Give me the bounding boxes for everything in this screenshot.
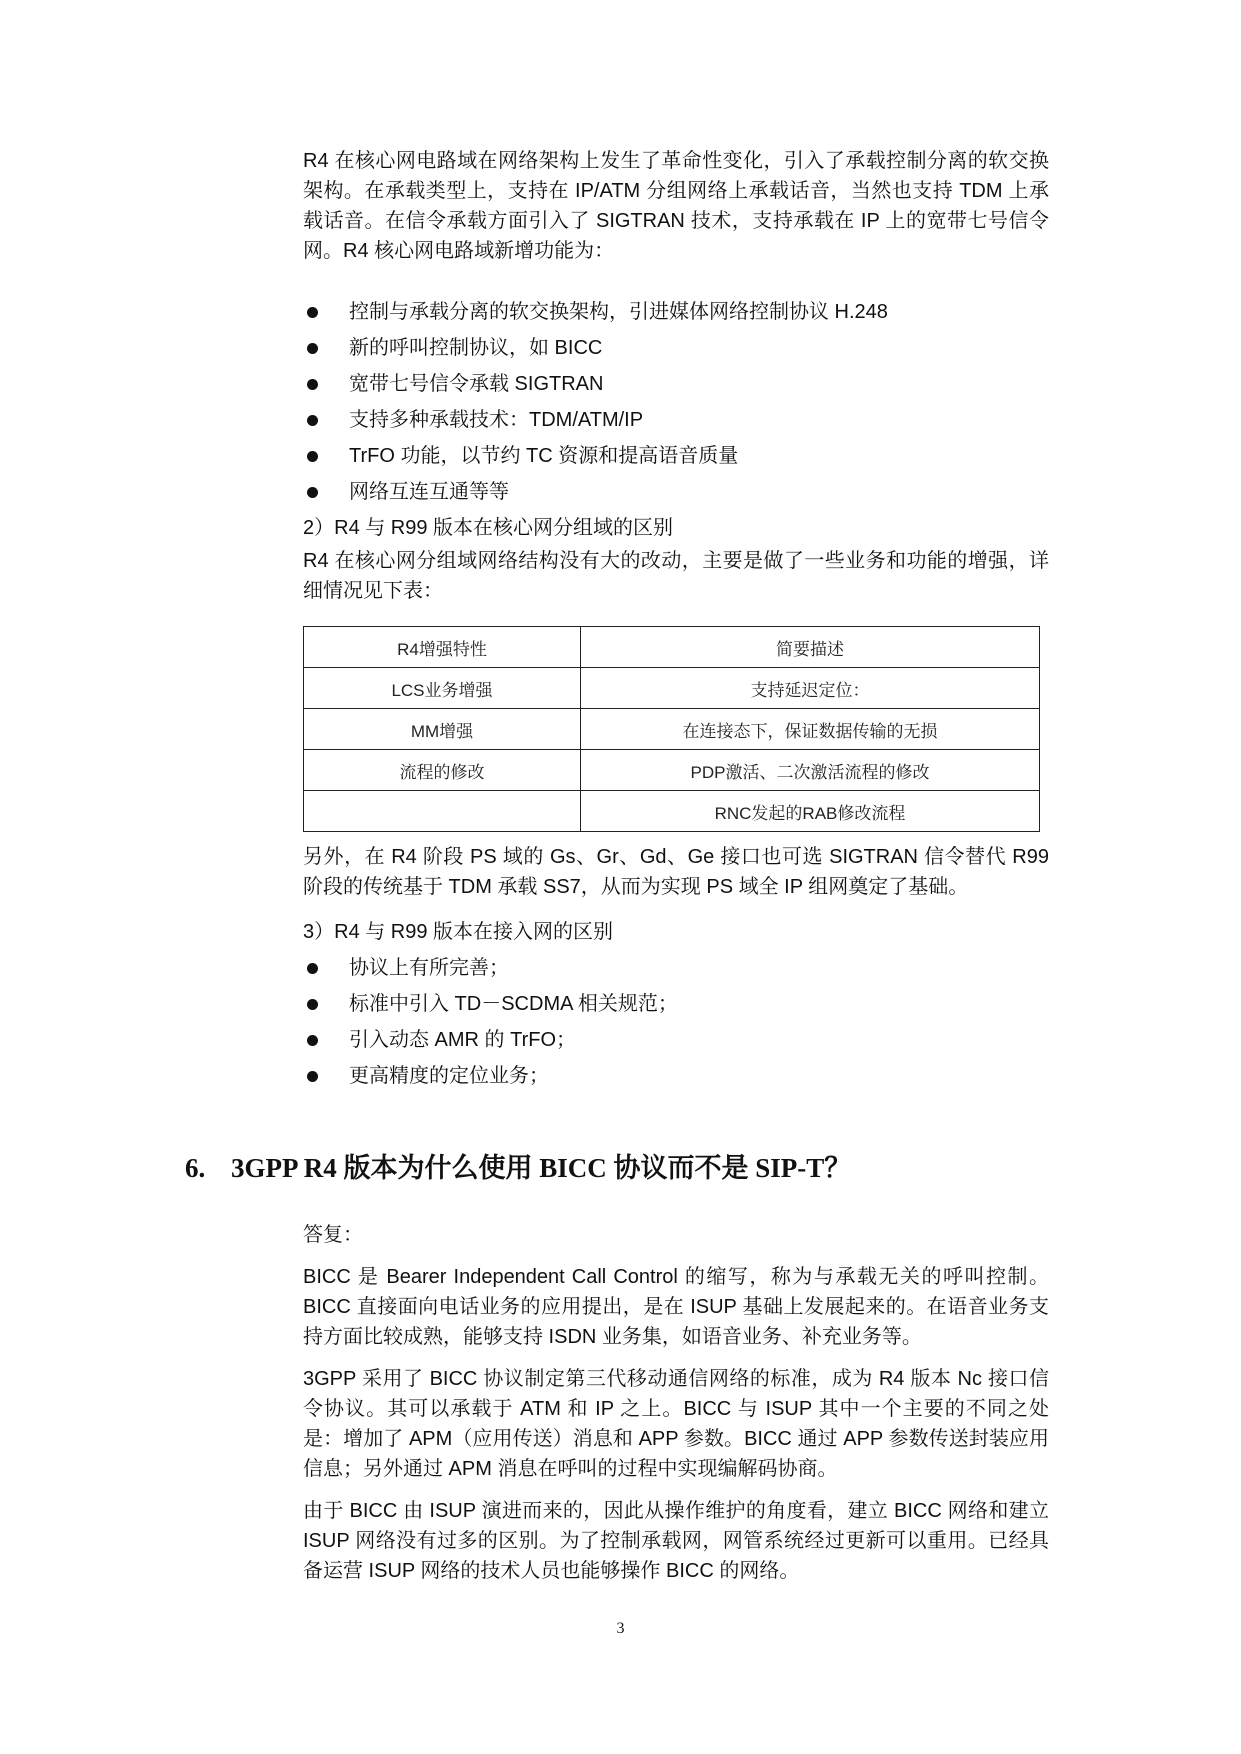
section-heading xyxy=(185,1146,851,1185)
ps-paragraph: R4 在核心网分组域网络结构没有大的改动，主要是做了一些业务和功能的增强，详细情况见下表： xyxy=(303,550,1049,602)
bullet-icon xyxy=(307,963,318,974)
bullet-icon xyxy=(307,415,318,426)
table-cell xyxy=(304,791,581,832)
subsection-2-heading: 2）R4 与 R99 版本在核心网分组域的区别 xyxy=(303,517,674,539)
list-item: 宽带七号信令承载 SIGTRAN xyxy=(303,366,1049,402)
table-cell: MM增强 xyxy=(304,709,581,750)
list-item: 控制与承载分离的软交换架构，引进媒体网络控制协议 H.248 xyxy=(303,294,1049,330)
list-item: 网络互连互通等等 xyxy=(303,474,1049,510)
ran-feature-list xyxy=(303,950,1049,1094)
table-header-cell: R4增强特性 xyxy=(304,627,581,668)
table-cell: 流程的修改 xyxy=(304,750,581,791)
bullet-icon xyxy=(307,307,318,318)
table-cell: PDP激活、二次激活流程的修改 xyxy=(581,750,1040,791)
list-item: 协议上有所完善； xyxy=(303,950,1049,986)
table-row xyxy=(304,709,1040,750)
table-cell: 支持延迟定位： xyxy=(581,668,1040,709)
list-item: 支持多种承载技术：TDM/ATM/IP xyxy=(303,402,1049,438)
list-item: 更高精度的定位业务； xyxy=(303,1058,1049,1094)
table-cell: LCS业务增强 xyxy=(304,668,581,709)
table-cell: 在连接态下，保证数据传输的无损 xyxy=(581,709,1040,750)
answer-paragraph: BICC 是 Bearer Independent Call Control 的缩写，称为与承载无关的呼叫控制。BICC 直接面向电话业务的应用提出，是在 ISUP 基础上发展起来的。在语音业务支持方面比较成熟，能够支持 ISDN 业务集，如语音业务、补充业务等。 xyxy=(303,1266,1049,1348)
intro-paragraph: R4 在核心网电路域在网络架构上发生了革命性变化，引入了承载控制分离的软交换架构。在承载类型上，支持在 IP/ATM 分组网络上承载话音，当然也支持 TDM 上承载话音。在信令承载方面引入了 SIGTRAN 技术，支持承载在 IP 上的宽带七号信令网。R4 核心网电路域新增功能为： xyxy=(303,150,1049,262)
section-number: 6. xyxy=(185,1153,206,1183)
answer-paragraph: 由于 BICC 由 ISUP 演进而来的，因此从操作维护的角度看，建立 BICC 网络和建立 ISUP 网络没有过多的区别。为了控制承载网，网管系统经过更新可以重用。已经具备运营 ISUP 网络的技术人员也能够操作 BICC 的网络。 xyxy=(303,1500,1049,1582)
table-row xyxy=(304,750,1040,791)
answer-label: 答复： xyxy=(303,1224,363,1246)
bullet-icon xyxy=(307,343,318,354)
table-row xyxy=(304,791,1040,832)
answer-paragraph: 3GPP 采用了 BICC 协议制定第三代移动通信网络的标准，成为 R4 版本 Nc 接口信令协议。其可以承载于 ATM 和 IP 之上。BICC 与 ISUP 其中一个主要的不同之处是：增加了 APM（应用传送）消息和 APP 参数。BICC 通过 APP 参数传送封装应用信息；另外通过 APM 消息在呼叫的过程中实现编解码协商。 xyxy=(303,1368,1049,1480)
bullet-icon xyxy=(307,1071,318,1082)
bullet-icon xyxy=(307,999,318,1010)
table-cell: RNC发起的RAB修改流程 xyxy=(581,791,1040,832)
r4-feature-table xyxy=(303,626,1040,832)
list-item: 引入动态 AMR 的 TrFO； xyxy=(303,1022,1049,1058)
ps-after-table-paragraph: 另外，在 R4 阶段 PS 域的 Gs、Gr、Gd、Ge 接口也可选 SIGTRAN 信令替代 R99 阶段的传统基于 TDM 承载 SS7，从而为实现 PS 域全 IP 组网奠定了基础。 xyxy=(303,846,1049,898)
upper-content xyxy=(303,146,1049,1094)
bullet-icon xyxy=(307,487,318,498)
cs-feature-list xyxy=(303,294,1049,510)
list-item: TrFO 功能，以节约 TC 资源和提高语音质量 xyxy=(303,438,1049,474)
table-row xyxy=(304,668,1040,709)
list-item: 新的呼叫控制协议，如 BICC xyxy=(303,330,1049,366)
list-item: 标准中引入 TD－SCDMA 相关规范； xyxy=(303,986,1049,1022)
bullet-icon xyxy=(307,451,318,462)
bullet-icon xyxy=(307,379,318,390)
table-header-row xyxy=(304,627,1040,668)
bullet-icon xyxy=(307,1035,318,1046)
table-header-cell: 简要描述 xyxy=(581,627,1040,668)
page-number: 3 xyxy=(616,1620,625,1637)
subsection-3-heading: 3）R4 与 R99 版本在接入网的区别 xyxy=(303,921,614,943)
section-title: 3GPP R4 版本为什么使用 BICC 协议而不是 SIP-T？ xyxy=(231,1153,852,1183)
lower-content xyxy=(303,1220,1049,1586)
